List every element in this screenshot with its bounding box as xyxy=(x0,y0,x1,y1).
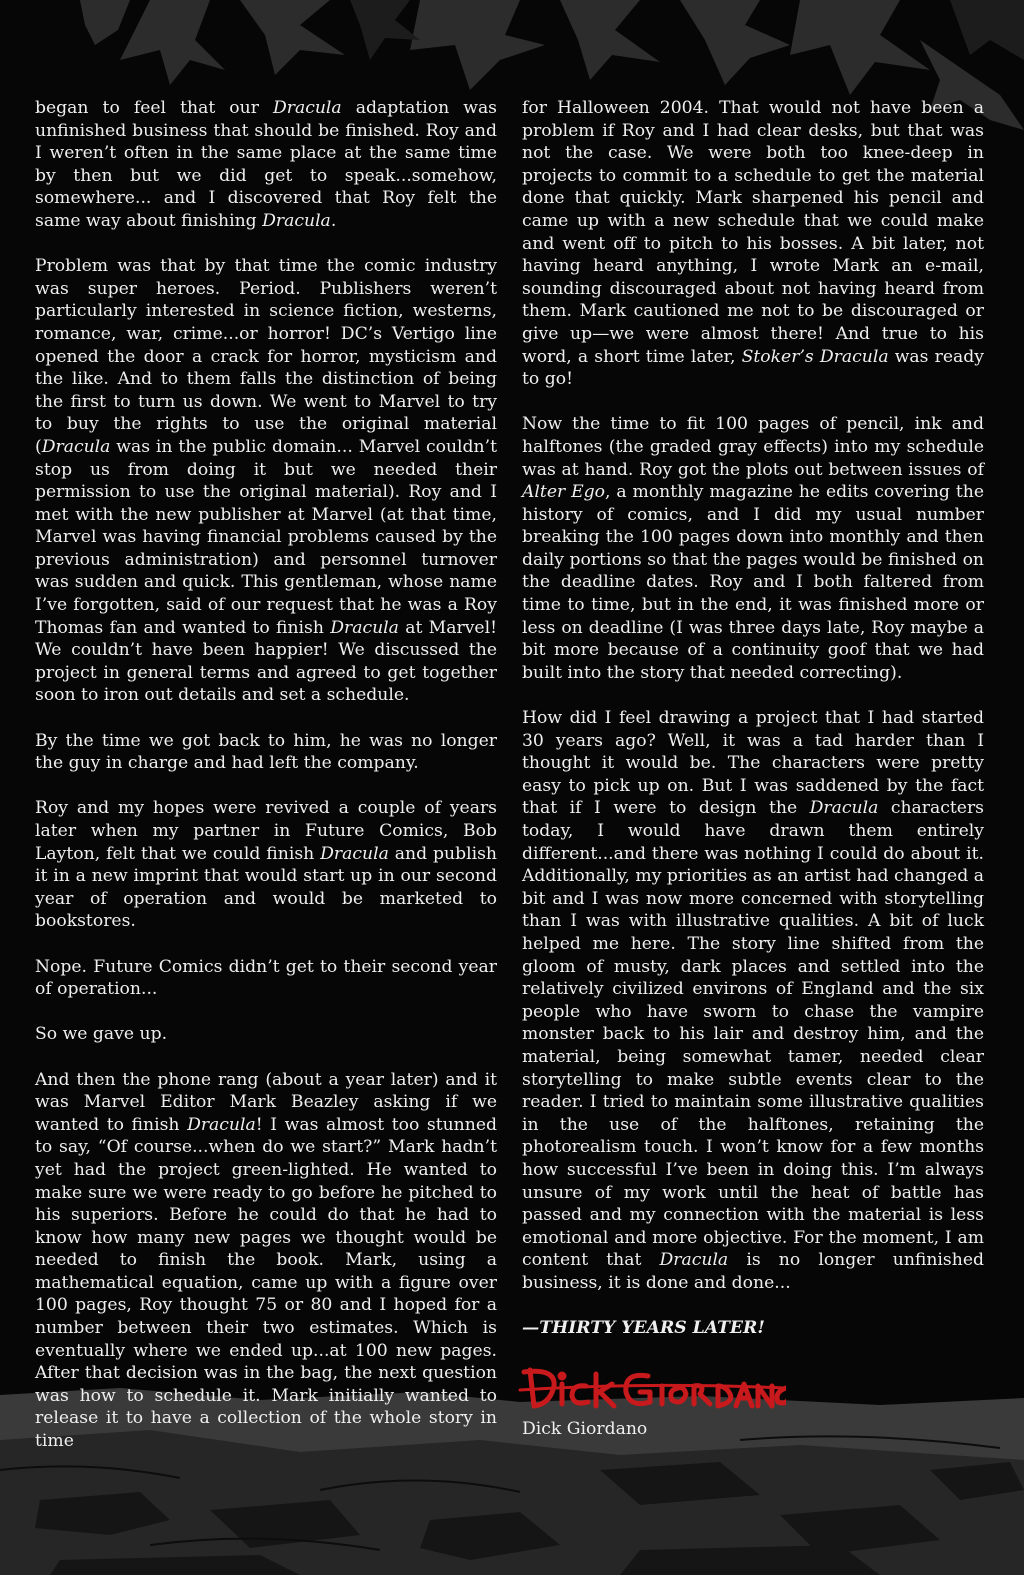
text-run: How did I feel drawing a project that I had started 30 years ago? Well, it was a tad harder than I thought it would be. The characters were pretty easy to pick up on. But I was saddened by the fact that if I were to design the xyxy=(522,708,984,819)
italic-title: Dracula xyxy=(41,436,111,457)
text-run: was in the public domain... Marvel couldn’t stop us from doing it but we needed their permission to use the original material). Roy and I met with the new publisher at Marvel (at that time, Marvel was having financial problems caused by the previous administration) and personnel turnover was sudden and quick. This gentleman, whose name I’ve forgotten, said of our request that he was a Roy Thomas fan and wanted to finish xyxy=(35,436,497,638)
italic-title: Alter Ego xyxy=(522,482,606,503)
text-run: adaptation was unfinished business that should be finished. Roy and I weren’t often in the same place at the same time by then but we did get to speak...somehow, somewhere... and I discovered that Roy felt the same way about finishing xyxy=(35,98,498,231)
italic-title: Dracula xyxy=(659,1250,729,1271)
paragraph xyxy=(35,255,497,707)
paragraph xyxy=(35,956,497,1001)
right-column xyxy=(522,97,984,1441)
italic-title: Dracula xyxy=(320,843,389,864)
text-run: By the time we got back to him, he was no longer the guy in charge and had left the company. xyxy=(35,730,497,774)
author-name: Dick Giordano xyxy=(522,1419,648,1440)
italic-title: Dracula xyxy=(262,210,331,231)
text-run: characters today, I would have drawn them entirely different...and there was nothing I could do about it. Additionally, my priorities as an artist had changed a bit and I was now more concerned with storytelling than I was with illustrative qualities. A bit of luck helped me here. The story line shifted from the gloom of musty, dark places and settled into the relatively civilized environs of England and the six people who have sworn to chase the vampire monster back to his lair and destroy him, and the material, being somewhat tamer, needed clear storytelling to make subtle events clear to the reader. I tried to maintain some illustrative qualities in the use of the halftones, retaining the photorealism touch. I won’t know for a few months how successful I’ve been in doing this. I’m always unsure of my work until the heat of battle has passed and my connection with the material is less emotional and more objective. For the moment, I am content that xyxy=(522,798,984,1271)
text-run: Problem was that by that time the comic industry was super heroes. Period. Publishers weren’t particularly interested in science fiction, westerns, romance, war, crime...or horror! DC’s Vertigo line opened the door a crack for horror, mysticism and the like. And to them falls the distinction of being the first to turn us down. We went to Marvel to try to buy the rights to use the original material ( xyxy=(35,256,497,457)
text-run: at Marvel! We couldn’t have been happier! We discussed the project in general terms and agreed to get together soon to iron out details and set a schedule. xyxy=(35,617,497,706)
text-run: Roy and my hopes were revived a couple of years later when my partner in Future Comics, Bob Layton, felt that we could finish xyxy=(35,798,497,864)
italic-title: Dracula xyxy=(330,617,399,638)
text-run: . xyxy=(330,210,337,231)
paragraph xyxy=(522,413,984,684)
text-run: Now the time to fit 100 pages of pencil, ink and halftones (the graded gray effects) into my schedule was at hand. Roy got the plots out between issues of xyxy=(522,414,984,480)
paragraph xyxy=(35,1069,497,1453)
text-run: ! I was almost too stunned to say, “Of course...when do we start?” Mark hadn’t yet had the project green-lighted. He wanted to make sure we were ready to go before he pitched to his superiors. Before he could do that he had to know how many new pages we thought would be needed to finish the book. Mark, using a mathematical equation, came up with a figure over 100 pages, Roy thought 75 or 80 and I hoped for a number between their two estimates. Which is eventually where we ended up...at 100 new pages. After that decision was in the bag, the next question was how to schedule it. Mark initially wanted to release it to have a collection of the whole story in time xyxy=(35,1114,497,1452)
paragraph xyxy=(35,797,497,933)
italic-title: Dracula xyxy=(272,98,342,118)
text-run: for Halloween 2004. That would not have been a problem if Roy and I had clear desks, but that was not the case. We were both too knee-deep in projects to commit to a schedule to get the material done that quickly. Mark sharpened his pencil and came up with a new schedule that we could make and went off to pitch to his bosses. A bit later, not having heard anything, I wrote Mark an e-mail, sounding discouraged about not having heard from them. Mark cautioned me not to be discouraged or give up—we were almost there! And true to his word, a short time later, xyxy=(522,98,984,367)
closing-line: —THIRTY YEARS LATER! xyxy=(522,1318,765,1339)
text-run: , a monthly magazine he edits covering the history of comics, and I did my usual number breaking the 100 pages down into monthly and then daily portions so that the pages would be finished on the deadline dates. Roy and I both faltered from time to time, but in the end, it was finished more or less on deadline (I was three days late, Roy maybe a bit more because of a continuity goof that we had built into the story that needed correcting). xyxy=(522,482,984,683)
italic-title: Dracula xyxy=(809,798,879,819)
text-run: is no longer unfinished business, it is done and done... xyxy=(522,1250,984,1293)
paragraph xyxy=(522,97,984,391)
text-run: Nope. Future Comics didn’t get to their second year of operation... xyxy=(35,956,497,1000)
text-run: And then the phone rang (about a year later) and it was Marvel Editor Mark Beazley asking if we wanted to finish xyxy=(35,1069,497,1135)
text-run: and publish it in a new imprint that would start up in our second year of operation and would be marketed to bookstores. xyxy=(35,843,497,932)
text-run: began to feel that our xyxy=(35,98,273,118)
paragraph xyxy=(522,707,984,1294)
paragraph xyxy=(35,97,497,233)
signature-image xyxy=(516,1362,786,1412)
left-column xyxy=(35,97,497,1453)
italic-title: Stoker’s Dracula xyxy=(741,346,889,367)
paragraph xyxy=(35,730,497,775)
text-run: So we gave up. xyxy=(35,1024,168,1045)
paragraph xyxy=(35,1023,497,1046)
text-run: was ready to go! xyxy=(522,346,984,390)
italic-title: Dracula xyxy=(187,1114,256,1135)
